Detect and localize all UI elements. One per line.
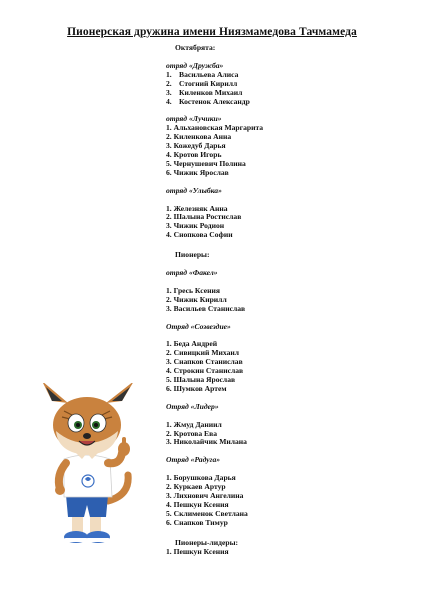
lynx-mascot-illustration — [38, 383, 138, 553]
group-section — [166, 251, 416, 527]
list-item: 3. Снапков Станислав — [166, 357, 243, 367]
page-title: Пионерская дружина имени Ниязмамедова Тачмамеда — [67, 26, 357, 38]
group-section — [166, 44, 416, 240]
squad-name: Отряд «Радуга» — [166, 455, 221, 465]
roster-list — [166, 44, 416, 556]
list-item: 5. Чернушевич Полина — [166, 158, 246, 168]
list-item: 1. Борушкова Дарья — [166, 473, 236, 483]
squad-name: Отряд «Созвездие» — [166, 321, 231, 331]
list-item: 3. Николайчик Милана — [166, 437, 247, 447]
list-item: 1. Жмуд Даниил — [166, 419, 222, 429]
list-item: 5. Шалына Ярослав — [166, 375, 236, 385]
list-item: 6. Чижик Ярослав — [166, 167, 229, 177]
squad-name: отряд «Дружба» — [166, 60, 224, 70]
list-item: 3. Чижик Родион — [166, 221, 225, 231]
group-section — [166, 539, 416, 557]
list-item: 2. Шалына Ростислав — [166, 212, 242, 222]
list-item: 6. Шумков Артем — [166, 383, 227, 393]
list-item: 4. Снопкова Софии — [166, 230, 233, 240]
list-item: 1. Гресь Ксения — [166, 285, 220, 295]
list-item: 3. Васильев Станислав — [166, 303, 246, 313]
list-item: 1. Беда Андрей — [166, 339, 218, 349]
squad-name: отряд «Лучики» — [166, 114, 222, 124]
list-item: 2. Чижик Кирилл — [166, 294, 227, 304]
list-item: 4. Костенок Александр — [166, 96, 250, 106]
list-item: 3. Лихнович Ангелина — [166, 490, 244, 500]
list-item: 2. Куркаев Артур — [166, 482, 226, 492]
list-item: 4. Строкин Станислав — [166, 366, 244, 376]
list-item: 4. Пешкун Ксения — [166, 499, 229, 509]
list-item: 3. Кожедуб Дарья — [166, 141, 226, 151]
list-item: 4. Кротов Игорь — [166, 150, 222, 160]
list-item: 1. Пешкун Ксения — [166, 546, 229, 556]
list-item: 1. Васильева Алиса — [166, 69, 239, 79]
list-item: 6. Снапков Тимур — [166, 517, 228, 527]
squad-name: отряд «Улыбка» — [166, 185, 222, 195]
list-item: 1. Альхановская Маргарита — [166, 123, 264, 133]
list-item: 2. Стогний Кирилл — [166, 78, 238, 88]
list-item: 2. Киленкова Анна — [166, 132, 232, 142]
list-item: 5. Склименок Светлана — [166, 508, 248, 518]
group-label: Пионеры-лидеры: — [175, 537, 239, 547]
list-item: 1. Железняк Анна — [166, 203, 228, 213]
group-label: Октябрята: — [175, 43, 216, 52]
group-label: Пионеры: — [175, 250, 210, 260]
squad-name: отряд «Факел» — [166, 268, 218, 278]
list-item: 3. Киленков Михаил — [166, 87, 243, 97]
squad-name: Отряд «Лидер» — [166, 401, 219, 411]
list-item: 2. Кротова Ева — [166, 428, 218, 438]
list-item: 2. Сивицкий Михаил — [166, 348, 240, 358]
